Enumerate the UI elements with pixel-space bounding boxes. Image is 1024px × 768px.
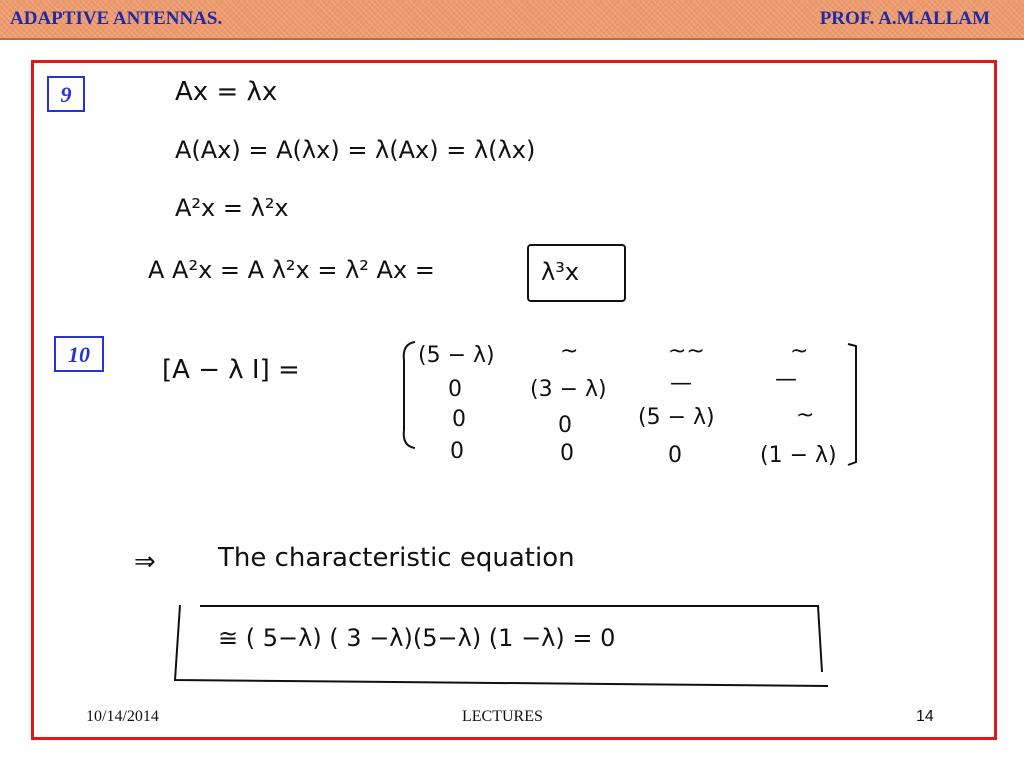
footer-date: 10/14/2014 [86, 708, 159, 725]
step-marker-10: 10 [54, 336, 104, 372]
eq-line-4-result: λ³x [541, 258, 580, 286]
matrix-cell-r1c2: ~ [560, 339, 579, 364]
matrix-cell-r2c2: (3 − λ) [530, 377, 607, 402]
matrix-cell-r1c4: ~ [790, 339, 809, 364]
matrix-left-bracket [404, 342, 415, 448]
course-title: ADAPTIVE ANTENNAS. [10, 8, 223, 29]
matrix-cell-r3c3: (5 − λ) [638, 405, 715, 430]
matrix-cell-r3c1: 0 [452, 407, 466, 432]
matrix-cell-r4c1: 0 [450, 439, 464, 464]
matrix-cell-r1c1: (5 − λ) [418, 343, 495, 368]
matrix-cell-r4c4: (1 − λ) [760, 443, 837, 468]
eq-line-3: A²x = λ²x [175, 194, 289, 222]
matrix-right-bracket [848, 344, 856, 465]
char-eq-label: The characteristic equation [218, 543, 575, 573]
page-number: 14 [916, 708, 934, 725]
eq-line-4: A A²x = A λ²x = λ² Ax = [148, 256, 435, 284]
matrix-lhs: [A − λ I] = [162, 355, 300, 385]
step-marker-9: 9 [47, 76, 85, 112]
matrix-cell-r1c3: ~~ [668, 339, 705, 364]
matrix-cell-r4c3: 0 [668, 443, 682, 468]
eq-line-2: A(Ax) = A(λx) = λ(Ax) = λ(λx) [175, 136, 536, 164]
implies-arrow: ⇒ [134, 547, 156, 577]
matrix-cell-r2c1: 0 [448, 377, 462, 402]
footer-label: LECTURES [462, 708, 543, 725]
eq-line-1: Ax = λx [175, 77, 278, 107]
matrix-cell-r3c4: ~ [796, 403, 815, 428]
matrix-cell-r2c3: — [670, 371, 692, 396]
char-eq: ≅ ( 5−λ) ( 3 −λ)(5−λ) (1 −λ) = 0 [218, 624, 616, 652]
author-title: PROF. A.M.ALLAM [819, 8, 990, 29]
matrix-cell-r4c2: 0 [560, 441, 574, 466]
matrix-cell-r3c2: 0 [558, 413, 572, 438]
matrix-cell-r2c4: — [775, 367, 797, 392]
